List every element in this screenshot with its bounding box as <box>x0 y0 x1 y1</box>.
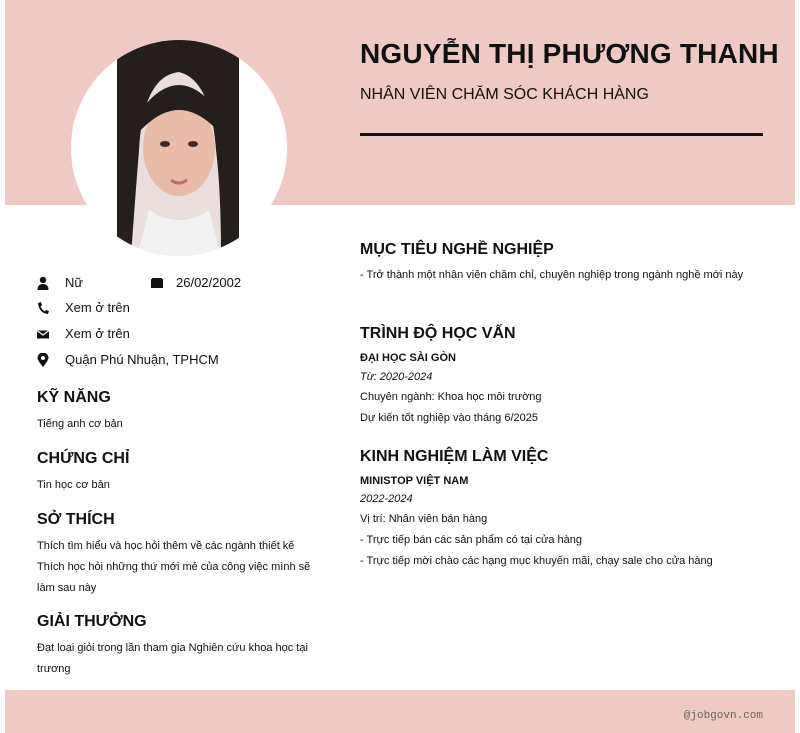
phone-row <box>37 300 130 315</box>
title-divider <box>360 133 763 136</box>
address-row <box>37 352 219 367</box>
company-name: MINISTOP VIỆT NAM <box>360 475 469 487</box>
address-value: Quận Phú Nhuận, TPHCM <box>65 352 219 367</box>
candidate-name: NGUYỄN THỊ PHƯƠNG THANH <box>360 38 779 69</box>
hobbies-heading: SỞ THÍCH <box>37 511 115 528</box>
location-icon <box>37 353 49 367</box>
person-icon <box>37 276 49 290</box>
watermark: @jobgovn.com <box>683 710 763 722</box>
hobbies-line-2: Thích học hỏi những thứ mới mẻ của công việc mình sẽ làm sau này <box>37 561 311 594</box>
certificates-heading: CHỨNG CHỈ <box>37 450 130 467</box>
footer-band <box>5 690 795 733</box>
school-name: ĐẠI HỌC SÀI GÒN <box>360 352 456 364</box>
hobbies-line-1: Thích tìm hiểu và học hỏi thêm về các ngành thiết kế <box>37 540 295 552</box>
education-heading: TRÌNH ĐỘ HỌC VẤN <box>360 325 516 342</box>
experience-heading: KINH NGHIỆM LÀM VIỆC <box>360 448 549 465</box>
skills-text: Tiếng anh cơ bản <box>37 418 123 430</box>
experience-period: 2022-2024 <box>360 493 413 505</box>
certificates-text: Tin học cơ bản <box>37 479 110 491</box>
experience-position: Vị trí: Nhân viên bán hàng <box>360 513 488 525</box>
experience-duty-1: - Trực tiếp bán các sản phẩm có tại cửa hàng <box>360 534 583 546</box>
gender-value: Nữ <box>65 275 84 290</box>
objective-text: - Trở thành một nhân viên chăm chỉ, chuyên nghiệp trong ngành nghề mới này <box>360 269 744 281</box>
awards-text: Đạt loại giỏi trong lần tham gia Nghiên cứu khoa học tại trương <box>37 642 308 675</box>
job-title: NHÂN VIÊN CHĂM SÓC KHÁCH HÀNG <box>360 86 649 103</box>
skills-heading: KỸ NĂNG <box>37 389 111 406</box>
objective-heading: MỤC TIÊU NGHỀ NGHIỆP <box>360 241 554 258</box>
education-graduation: Dự kiến tốt nghiệp vào tháng 6/2025 <box>360 412 538 424</box>
gender-row <box>37 275 83 290</box>
email-icon <box>37 327 49 341</box>
dob-value: 26/02/2002 <box>176 275 242 290</box>
experience-duty-2: - Trực tiếp mời chào các hạng mục khuyến mãi, chạy sale cho cửa hàng <box>360 555 713 567</box>
profile-photo <box>71 40 287 256</box>
email-row <box>37 326 130 341</box>
dob-row <box>151 275 241 290</box>
education-major: Chuyên ngành: Khoa học môi trường <box>360 391 542 403</box>
phone-value: Xem ở trên <box>65 300 130 315</box>
calendar-icon <box>151 276 163 290</box>
phone-icon <box>37 301 49 315</box>
email-value: Xem ở trên <box>65 326 130 341</box>
awards-heading: GIẢI THƯỞNG <box>37 613 147 630</box>
education-period: Từ: 2020-2024 <box>360 371 433 383</box>
